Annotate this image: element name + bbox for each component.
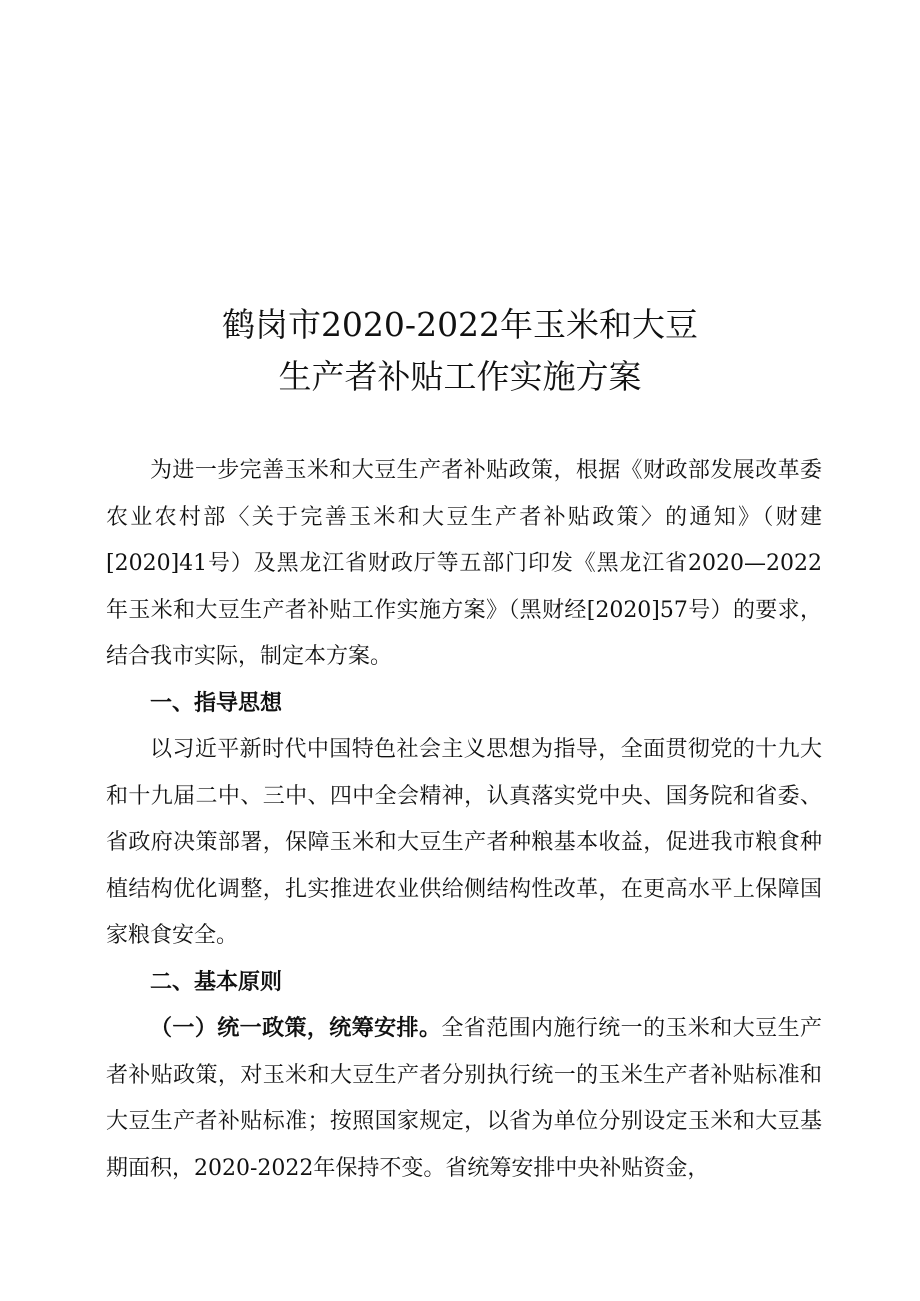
document-title-line-2: 生产者补贴工作实施方案: [278, 357, 642, 396]
intro-paragraph: 为进一步完善玉米和大豆生产者补贴政策，根据《财政部发展改革委农业农村部〈关于完善玉米和大豆生产者补贴政策〉的通知》（财建[2020]41号）及黑龙江省财政厅等五部门印发《黑龙江省2020—2022年玉米和大豆生产者补贴工作实施方案》（黑财经[2020]57号）的要求，结合我市实际，制定本方案。: [106, 458, 822, 669]
section-2-item-1-text: 全省范围内施行统一的玉米和大豆生产者补贴政策，对玉米和大豆生产者分别执行统一的玉米生产者补贴标准和大豆生产者补贴标准；按照国家规定，以省为单位分别设定玉米和大豆基期面积，2020-2022年保持不变。省统筹安排中央补贴资金，: [106, 1016, 822, 1181]
section-1-heading: 一、指导思想: [150, 690, 283, 716]
section-2-heading: 二、基本原则: [150, 969, 283, 995]
section-2-item-1: [106, 1006, 822, 1192]
section-2-item-1-lead: （一）统一政策，统筹安排。: [150, 1016, 442, 1041]
document-body: [106, 448, 822, 1192]
section-1-paragraph: 以习近平新时代中国特色社会主义思想为指导，全面贯彻党的十九大和十九届二中、三中、四中全会精神，认真落实党中央、国务院和省委、省政府决策部署，保障玉米和大豆生产者种粮基本收益，促进我市粮食种植结构优化调整，扎实推进农业供给侧结构性改革，在更高水平上保障国家粮食安全。: [106, 737, 822, 948]
document-title-line-1: 鹤岗市2020-2022年玉米和大豆: [221, 305, 699, 344]
